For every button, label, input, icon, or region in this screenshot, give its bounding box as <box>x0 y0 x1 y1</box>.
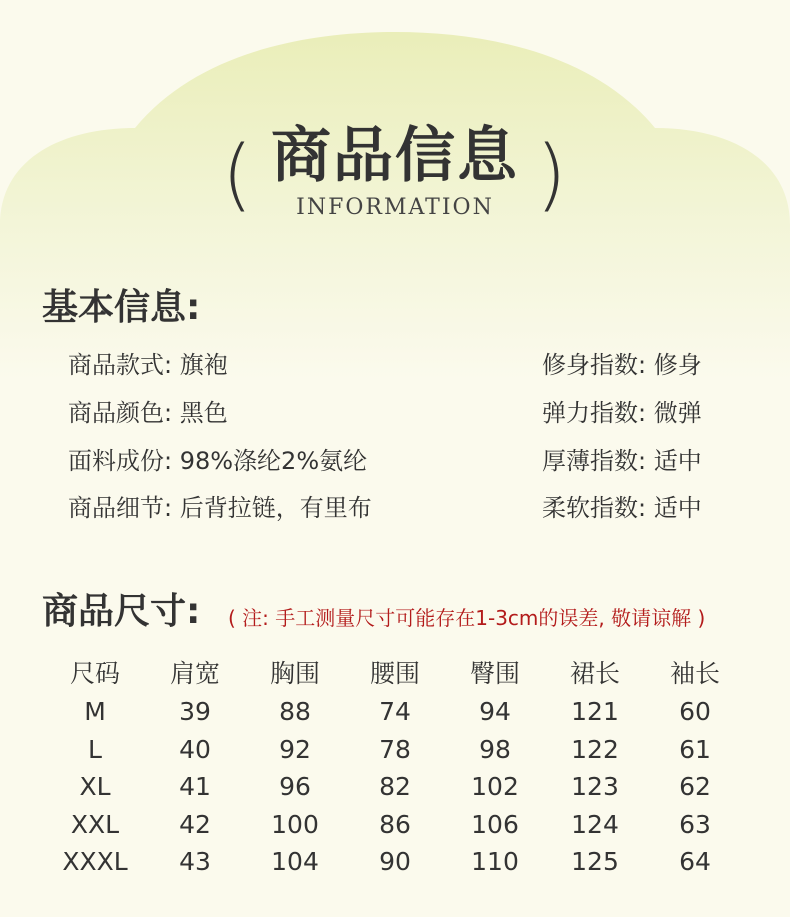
table-cell: XXXL <box>62 847 128 876</box>
info-color: 商品颜色: 黑色 <box>68 399 228 427</box>
info-fit-index: 修身指数: 修身 <box>542 351 702 379</box>
size-table <box>45 655 745 881</box>
table-cell: 82 <box>379 772 411 801</box>
info-fabric: 面料成份: 98%涤纶2%氨纶 <box>68 447 368 475</box>
table-cell: 40 <box>179 734 211 764</box>
table-cell: 86 <box>379 809 411 839</box>
header-cell: 腰围 <box>369 659 420 688</box>
info-thickness-index: 厚薄指数: 适中 <box>542 447 702 475</box>
table-cell: 41 <box>179 772 211 801</box>
table-cell: 100 <box>271 809 319 839</box>
table-cell: 123 <box>571 772 619 801</box>
header-left-paren: ( <box>222 130 253 220</box>
table-cell: 124 <box>571 809 619 839</box>
table-cell: 106 <box>471 809 519 839</box>
table-cell: L <box>88 734 102 764</box>
info-detail: 商品细节: 后背拉链，有里布 <box>68 494 372 522</box>
table-cell: 110 <box>471 847 519 876</box>
table-cell: 104 <box>271 847 319 876</box>
table-row <box>45 843 745 881</box>
table-cell: 42 <box>179 809 211 839</box>
size-title: 商品尺寸: <box>42 591 201 632</box>
table-cell: M <box>84 697 106 726</box>
table-cell: 94 <box>479 697 511 726</box>
table-cell: 61 <box>679 734 711 764</box>
table-cell: 39 <box>179 697 211 726</box>
header-cell: 裙长 <box>569 659 620 688</box>
table-cell: XXL <box>70 809 120 839</box>
table-row <box>45 806 745 844</box>
header-right-paren: ) <box>536 130 567 220</box>
table-cell: 62 <box>679 772 711 801</box>
table-cell: 78 <box>379 734 411 764</box>
info-elastic-index: 弹力指数: 微弹 <box>542 399 702 427</box>
header-cell: 肩宽 <box>169 659 220 688</box>
table-cell: 122 <box>571 734 619 764</box>
page-title: 商品信息 <box>271 121 519 191</box>
table-cell: 43 <box>179 847 211 876</box>
table-cell: 88 <box>279 697 311 726</box>
header-cell: 尺码 <box>69 659 120 688</box>
table-cell: 98 <box>479 734 511 764</box>
table-cell: 64 <box>679 847 711 876</box>
table-row <box>45 768 745 806</box>
table-row <box>45 693 745 731</box>
size-note: ( 注: 手工测量尺寸可能存在1-3cm的误差, 敬请谅解 ) <box>228 606 706 630</box>
table-cell: 102 <box>471 772 519 801</box>
info-style: 商品款式: 旗袍 <box>68 351 228 379</box>
page-subtitle: INFORMATION <box>296 195 494 220</box>
basic-info-title: 基本信息: <box>42 287 201 328</box>
table-cell: 125 <box>571 847 619 876</box>
header-cell: 袖长 <box>669 659 720 688</box>
table-cell: 63 <box>679 809 711 839</box>
size-table-header <box>45 655 745 693</box>
table-row <box>45 731 745 769</box>
header-cell: 臀围 <box>469 659 520 688</box>
header-cell: 胸围 <box>269 659 320 688</box>
info-softness-index: 柔软指数: 适中 <box>542 494 702 522</box>
table-cell: 121 <box>571 697 619 726</box>
table-cell: 74 <box>379 697 411 726</box>
table-cell: 96 <box>279 772 311 801</box>
table-cell: 92 <box>279 734 311 764</box>
table-cell: XL <box>79 772 111 801</box>
table-cell: 60 <box>679 697 711 726</box>
table-cell: 90 <box>379 847 411 876</box>
